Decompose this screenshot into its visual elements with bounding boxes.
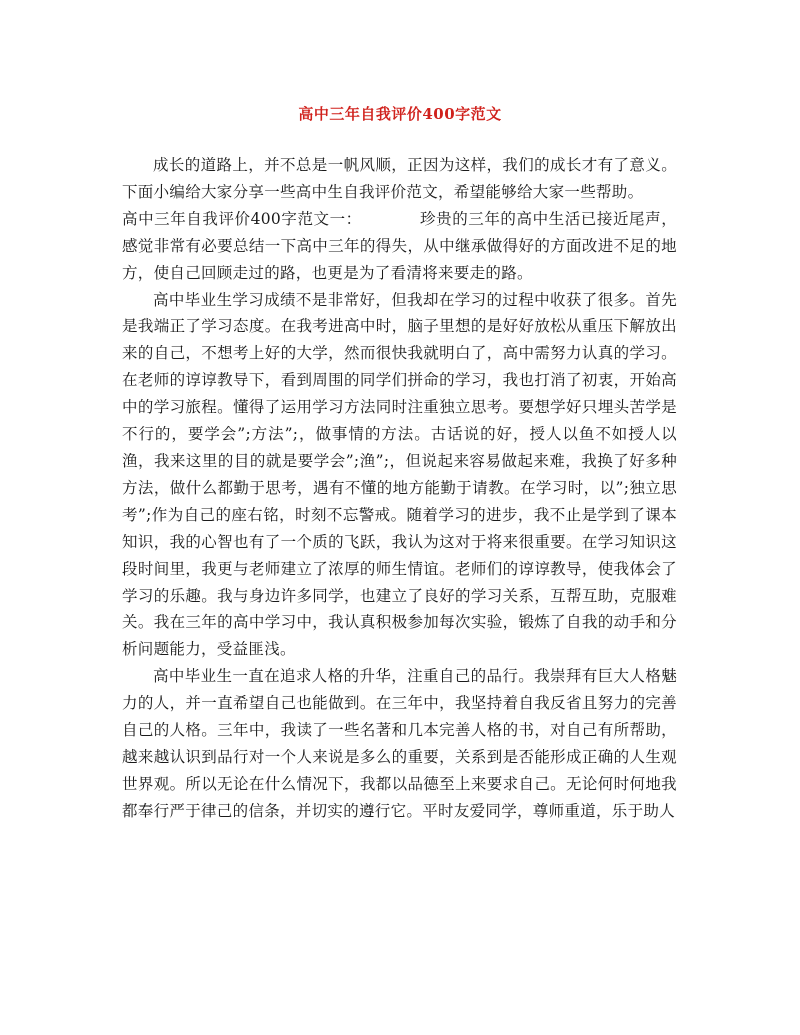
document-body xyxy=(122,152,677,825)
character-paragraph: 高中毕业生一直在追求人格的升华，注重自己的品行。我崇拜有巨大人格魅力的人，并一直希望自己也能做到。在三年中，我坚持着自我反省且努力的完善自己的人格。三年中，我读了一些名著和几本完善人格的书，对自己有所帮助，越来越认识到品行对一个人来说是多么的重要，关系到是否能形成正确的人生观世界观。所以无论在什么情况下，我都以品德至上来要求自己。无论何时何地我都奉行严于律己的信条，并切实的遵行它。平时友爱同学，尊师重道，乐于助人 xyxy=(122,667,677,820)
sample-opening-text: 珍贵的三年的高中生活已接近尾声，感觉非常有必要总结一下高中三年的得失，从中继承做得好的方面改进不足的地方，使自己回顾走过的路，也更是为了看清将来要走的路。 xyxy=(122,209,677,282)
study-paragraph: 高中毕业生学习成绩不是非常好，但我却在学习的过程中收获了很多。首先是我端正了学习态度。在我考进高中时，脑子里想的是好好放松从重压下解放出来的自己，不想考上好的大学，然而很快我就明白了，高中需努力认真的学习。在老师的谆谆教导下，看到周围的同学们拼命的学习，我也打消了初衷，开始高中的学习旅程。懂得了运用学习方法同时注重独立思考。要想学好只埋头苦学是不行的，要学会”;方法”;，做事情的方法。古话说的好，授人以鱼不如授人以渔，我来这里的目的就是要学会”;渔”;，但说起来容易做起来难，我换了好多种方法，做什么都勤于思考，遇有不懂的地方能勤于请教。在学习时，以”;独立思考”;作为自己的座右铭，时刻不忘警戒。随着学习的进步，我不止是学到了课本知识，我的心智也有了一个质的飞跃，我认为这对于将来很重要。在学习知识这段时间里，我更与老师建立了浓厚的师生情谊。老师们的谆谆教导，使我体会了学习的乐趣。我与身边许多同学，也建立了良好的学习关系，互帮互助，克服难关。我在三年的高中学习中，我认真积极参加每次实验，锻炼了自我的动手和分析问题能力，受益匪浅。 xyxy=(122,290,677,659)
sample-paragraph xyxy=(122,206,677,287)
sample-heading: 高中三年自我评价400字范文一： xyxy=(122,209,362,228)
intro-paragraph: 成长的道路上，并不总是一帆风顺，正因为这样，我们的成长才有了意义。下面小编给大家分享一些高中生自我评价范文，希望能够给大家一些帮助。 xyxy=(122,156,677,201)
document-title: 高中三年自我评价400字范文 xyxy=(298,105,502,123)
